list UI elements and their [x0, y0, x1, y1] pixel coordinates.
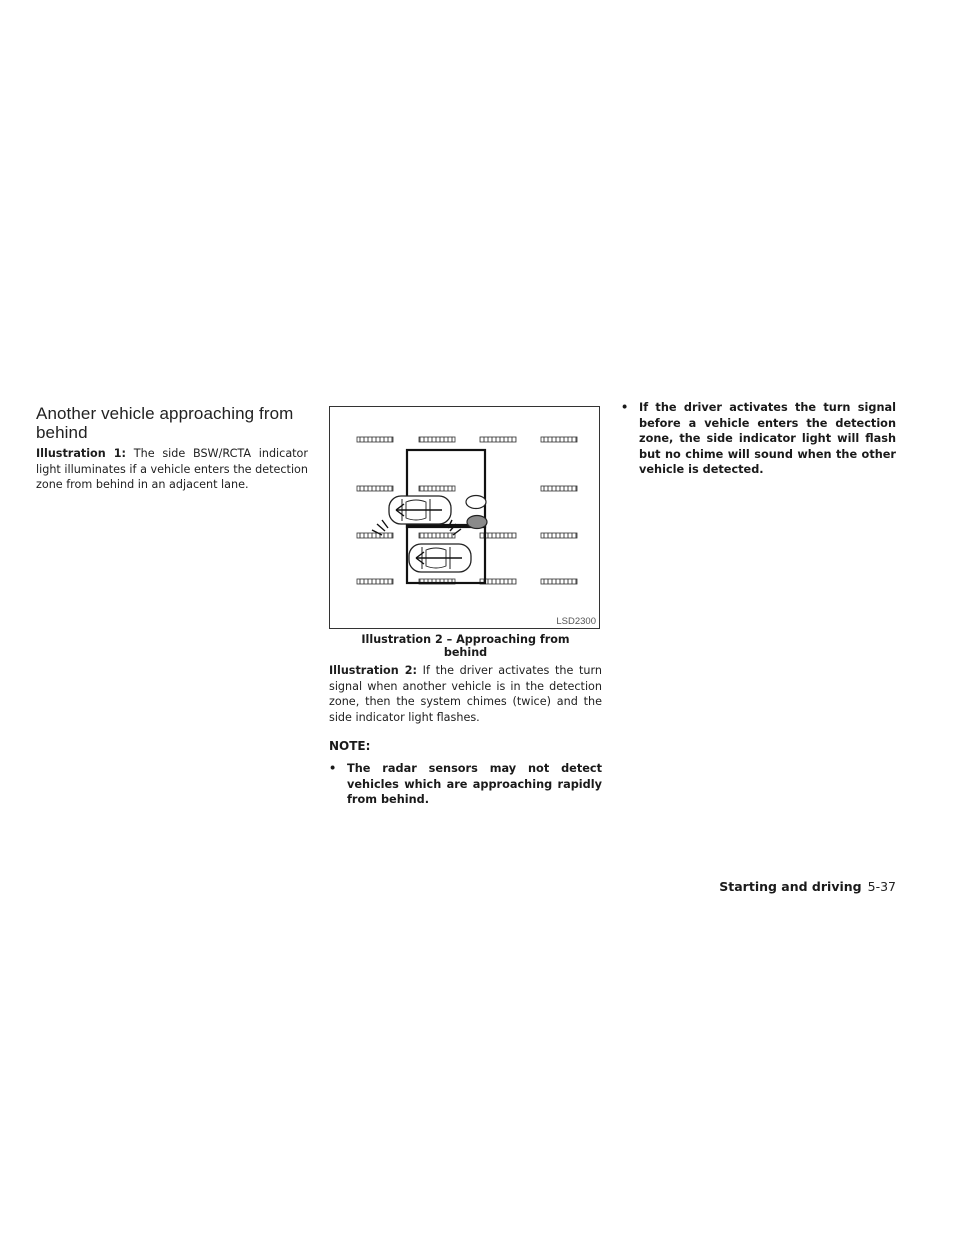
own-car [409, 544, 471, 572]
approaching-diagram [330, 407, 599, 628]
illustration-2-text: If the driver activates the turn signal when another vehicle is in the detection zone, then the system chimes (twice) and the side indicator light flashes. [329, 664, 602, 724]
illustration-1-label: Illustration 1: [36, 447, 127, 460]
note-title: NOTE: [329, 739, 371, 753]
bullet-dot: • [621, 401, 629, 414]
illustration-2-paragraph [329, 663, 602, 725]
illustration-1-text: The side BSW/RCTA indicator light illuminates if a vehicle enters the detection zone from behind in an adjacent lane. [36, 447, 309, 491]
indicator-light-off [466, 496, 486, 509]
note-bullet-text: If the driver activates the turn signal before a vehicle enters the detection zone, the side indicator light will flash but no chime will sound when the other vehicle is detected. [639, 401, 896, 476]
illustration-2-label: Illustration 2: [329, 664, 417, 677]
illustration-1-paragraph [36, 446, 308, 493]
approaching-car [372, 496, 461, 535]
bullet-dot: • [329, 762, 337, 775]
indicator-light-on [467, 516, 487, 529]
note-bullet-text: The radar sensors may not detect vehicles which are approaching rapidly from behind. [347, 762, 602, 806]
page-number: 5-37 [867, 879, 896, 894]
footer-section-title: Starting and driving [719, 879, 862, 894]
section-heading: Another vehicle approaching from behind [36, 404, 294, 442]
note-bullet [329, 761, 602, 808]
illustration-2-figure [329, 406, 600, 629]
right-column [621, 400, 896, 478]
middle-column [329, 400, 602, 808]
note-bullet [621, 400, 896, 478]
page-footer [719, 879, 896, 894]
figure-id: LSD2300 [556, 616, 596, 627]
left-column [36, 400, 308, 493]
figure-caption: Illustration 2 – Approaching from behind [361, 633, 570, 659]
